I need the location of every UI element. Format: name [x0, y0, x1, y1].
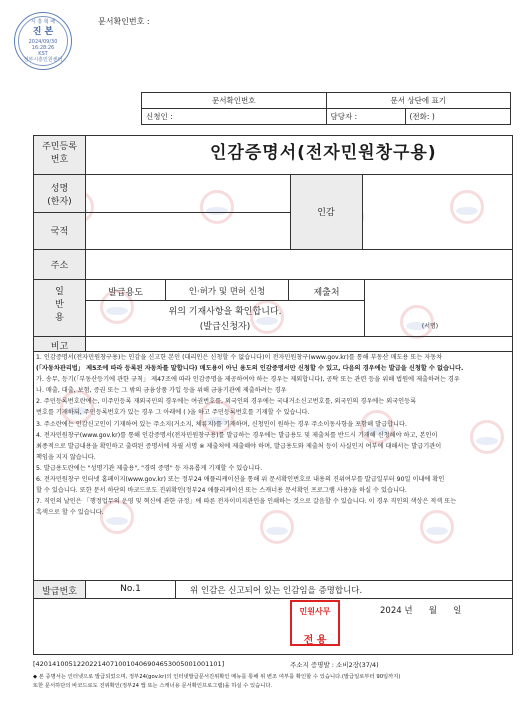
note-line: 6. 전자민원창구 인터넷 홈페이지(www.gov.kr) 또는 정부24 애플리케이션을 통해 위 문서확인번호로 내용의 진위여부를 발급일부터 90일 이내에 확인 — [36, 476, 445, 484]
issue-number-value: No.1 — [120, 584, 141, 594]
note-line: 4. 전자민원창구(www.gov.kr)를 통해 인감증명서(전자민원창구용)를 발급하는 경우에는 발급용도 및 제출처를 반드시 기재해 신청해야 하고, 본인이 — [36, 431, 438, 439]
note-line: 책임을 지지 않습니다. — [36, 453, 96, 461]
note-line: 흑색으로 할 수 있습니다. — [36, 509, 104, 517]
footer-note-1: ◆ 본 증명서는 인터넷으로 발급되었으며, 정부24(gov.kr)의 인터넷발급문서진위확인 메뉴를 통해 위 변조 여부를 확인할 수 있습니다.(발급일로부터 90일까지) — [33, 674, 401, 680]
note-line: 1. 인감증명서(전자민원창구용)는 인감을 신고한 본인 (대리인은 신청할 수 없습니다)이 전자민원창구(www.gov.kr)를 통해 부동산 매도용 또는 자동차 — [36, 354, 443, 361]
address-label: 주소 — [50, 261, 69, 271]
note-line: 가. 송무, 등기(「부동산등기에 관한 규칙」 제47조에 따라 인감증명을 제공하여야 하는 경우는 제외합니다), 공탁 또는 관련 등을 위해 법원에 제출하려는 경우 — [36, 376, 460, 384]
issue-date: 2024 년 월 일 — [380, 606, 462, 616]
document-title: 인감증명서(전자민원창구용) — [210, 143, 437, 163]
red-seal-bottom: 전 용 — [303, 635, 327, 646]
nationality-label: 국적 — [50, 227, 69, 237]
permit-value: 인·허가 및 면허 신청 — [188, 287, 266, 297]
rrn-label: 주민등록 번호 — [42, 142, 77, 165]
phone-field: (전화: ) — [405, 109, 511, 125]
official-red-seal — [290, 600, 340, 646]
confirm-text: 위의 기재사항을 확인합니다. — [168, 307, 282, 317]
officer-field: 담당자 : — [326, 109, 405, 125]
note-line: 최종적으로 발급내용을 확인하고 출력된 증명서에 자필 서명 ※ 제출처에 제출해야 하며, 발급용도와 제출처 등이 사실인지 여부에 대해서는 발급기관이 — [36, 442, 442, 450]
seal-time: 16:28:26 — [31, 45, 55, 51]
note-line: 할 수 있습니다. 또한 문서 하단의 바코드로도 진위확인(정부24 애플리케이션 또는 스캐너용 문서확인 프로그램 사용)을 하실 수 있습니다. — [36, 487, 407, 495]
issue-number-label: 발급번호 — [42, 587, 77, 597]
applicant-signature-label: (발급신청자) — [199, 322, 251, 332]
authenticity-seal — [14, 12, 72, 70]
seal-tz: KST — [38, 51, 48, 57]
barcode-number: [420141005122022140710010406904653005001001101] — [33, 660, 225, 668]
instructions-notes — [36, 352, 510, 518]
doc-top-header: 문서 상단에 표기 — [326, 93, 511, 109]
general-use-label: 일 반 용 — [55, 287, 64, 323]
doc-info-table — [141, 92, 511, 125]
red-seal-top: 민원사무 — [299, 607, 331, 616]
remarks-label: 비고 — [50, 342, 69, 352]
note-line: 2. 주민등록번호란에는, 미주민등록 재외국민의 경우에는 여권번호를, 외국인의 경우에는 국내거소신고번호를, 외국인의 경우에는 외국인등록 — [36, 398, 417, 406]
purpose-label: 발급용도 — [108, 288, 143, 298]
name-label: 성명 (한자) — [47, 184, 72, 207]
applicant-field: 신청인 : — [142, 109, 327, 125]
seal-org: 정부시흥민원센터 — [23, 57, 63, 63]
certify-text: 위 인감은 신고되어 있는 인감임을 증명합니다. — [190, 586, 363, 596]
seal-date: 2024/09/30 — [28, 39, 58, 45]
footer-note-2: 또한 문서하단의 바코드로도 진위확인(정부24 앱 또는 스캐너용 문서확인프로그램)을 하실 수 있습니다. — [33, 683, 273, 689]
address-proof-note: 주소지 증명발 : 소비2장(37/4) — [290, 661, 379, 669]
note-line: 7. 직인의 날인은 「행정업무의 운영 및 혁신에 관한 규정」에 따른 전자이미지관인을 인쇄하는 것으로 갈음할 수 있습니다. 이 경우 직인의 색상은 적색 또는 — [36, 498, 457, 506]
seal-label: 인감 — [317, 208, 335, 218]
seal-title: 진 본 — [32, 27, 54, 37]
note-line: 5. 발급용도란에는 "성명기관 제출용", "경력 증명" 등 자유롭게 기재할 수 있습니다. — [36, 464, 263, 472]
submit-to-label: 제출처 — [313, 288, 340, 298]
doc-confirm-label: 문서확인번호 : — [98, 17, 150, 26]
note-line: 나. 매출, 대출, 보험, 증권 또는 그 밖의 금융상품 가입 등을 위해 금융기관에 제출하려는 경우 — [36, 387, 287, 395]
seal-top-text: 시 흥 혁 배 — [30, 19, 56, 25]
note-line: 번호를 기재하되, 주민등록번호가 있는 경우 그 아래에 ( )을 하고 주민등록번호를 기재할 수 있습니다. — [36, 409, 310, 417]
sign-label: (서명) — [421, 323, 439, 330]
doc-number-header: 문서확인번호 — [142, 93, 327, 109]
note-line: 3. 주소란에는 인감신고인이 기재하여 있는 주소지(거소지, 체류지)를 기재하며, 신청인이 원하는 경우 주소이동사항을 포함해 발급합니다. — [36, 420, 407, 428]
note-line: (「자동차관리법」 제5조에 따라 등록된 자동차를 말합니다) 매도용이 아닌 용도의 인감증명서만 신청할 수 있고, 다음의 경우에는 발급을 신청할 수 없습니다. — [36, 365, 464, 373]
